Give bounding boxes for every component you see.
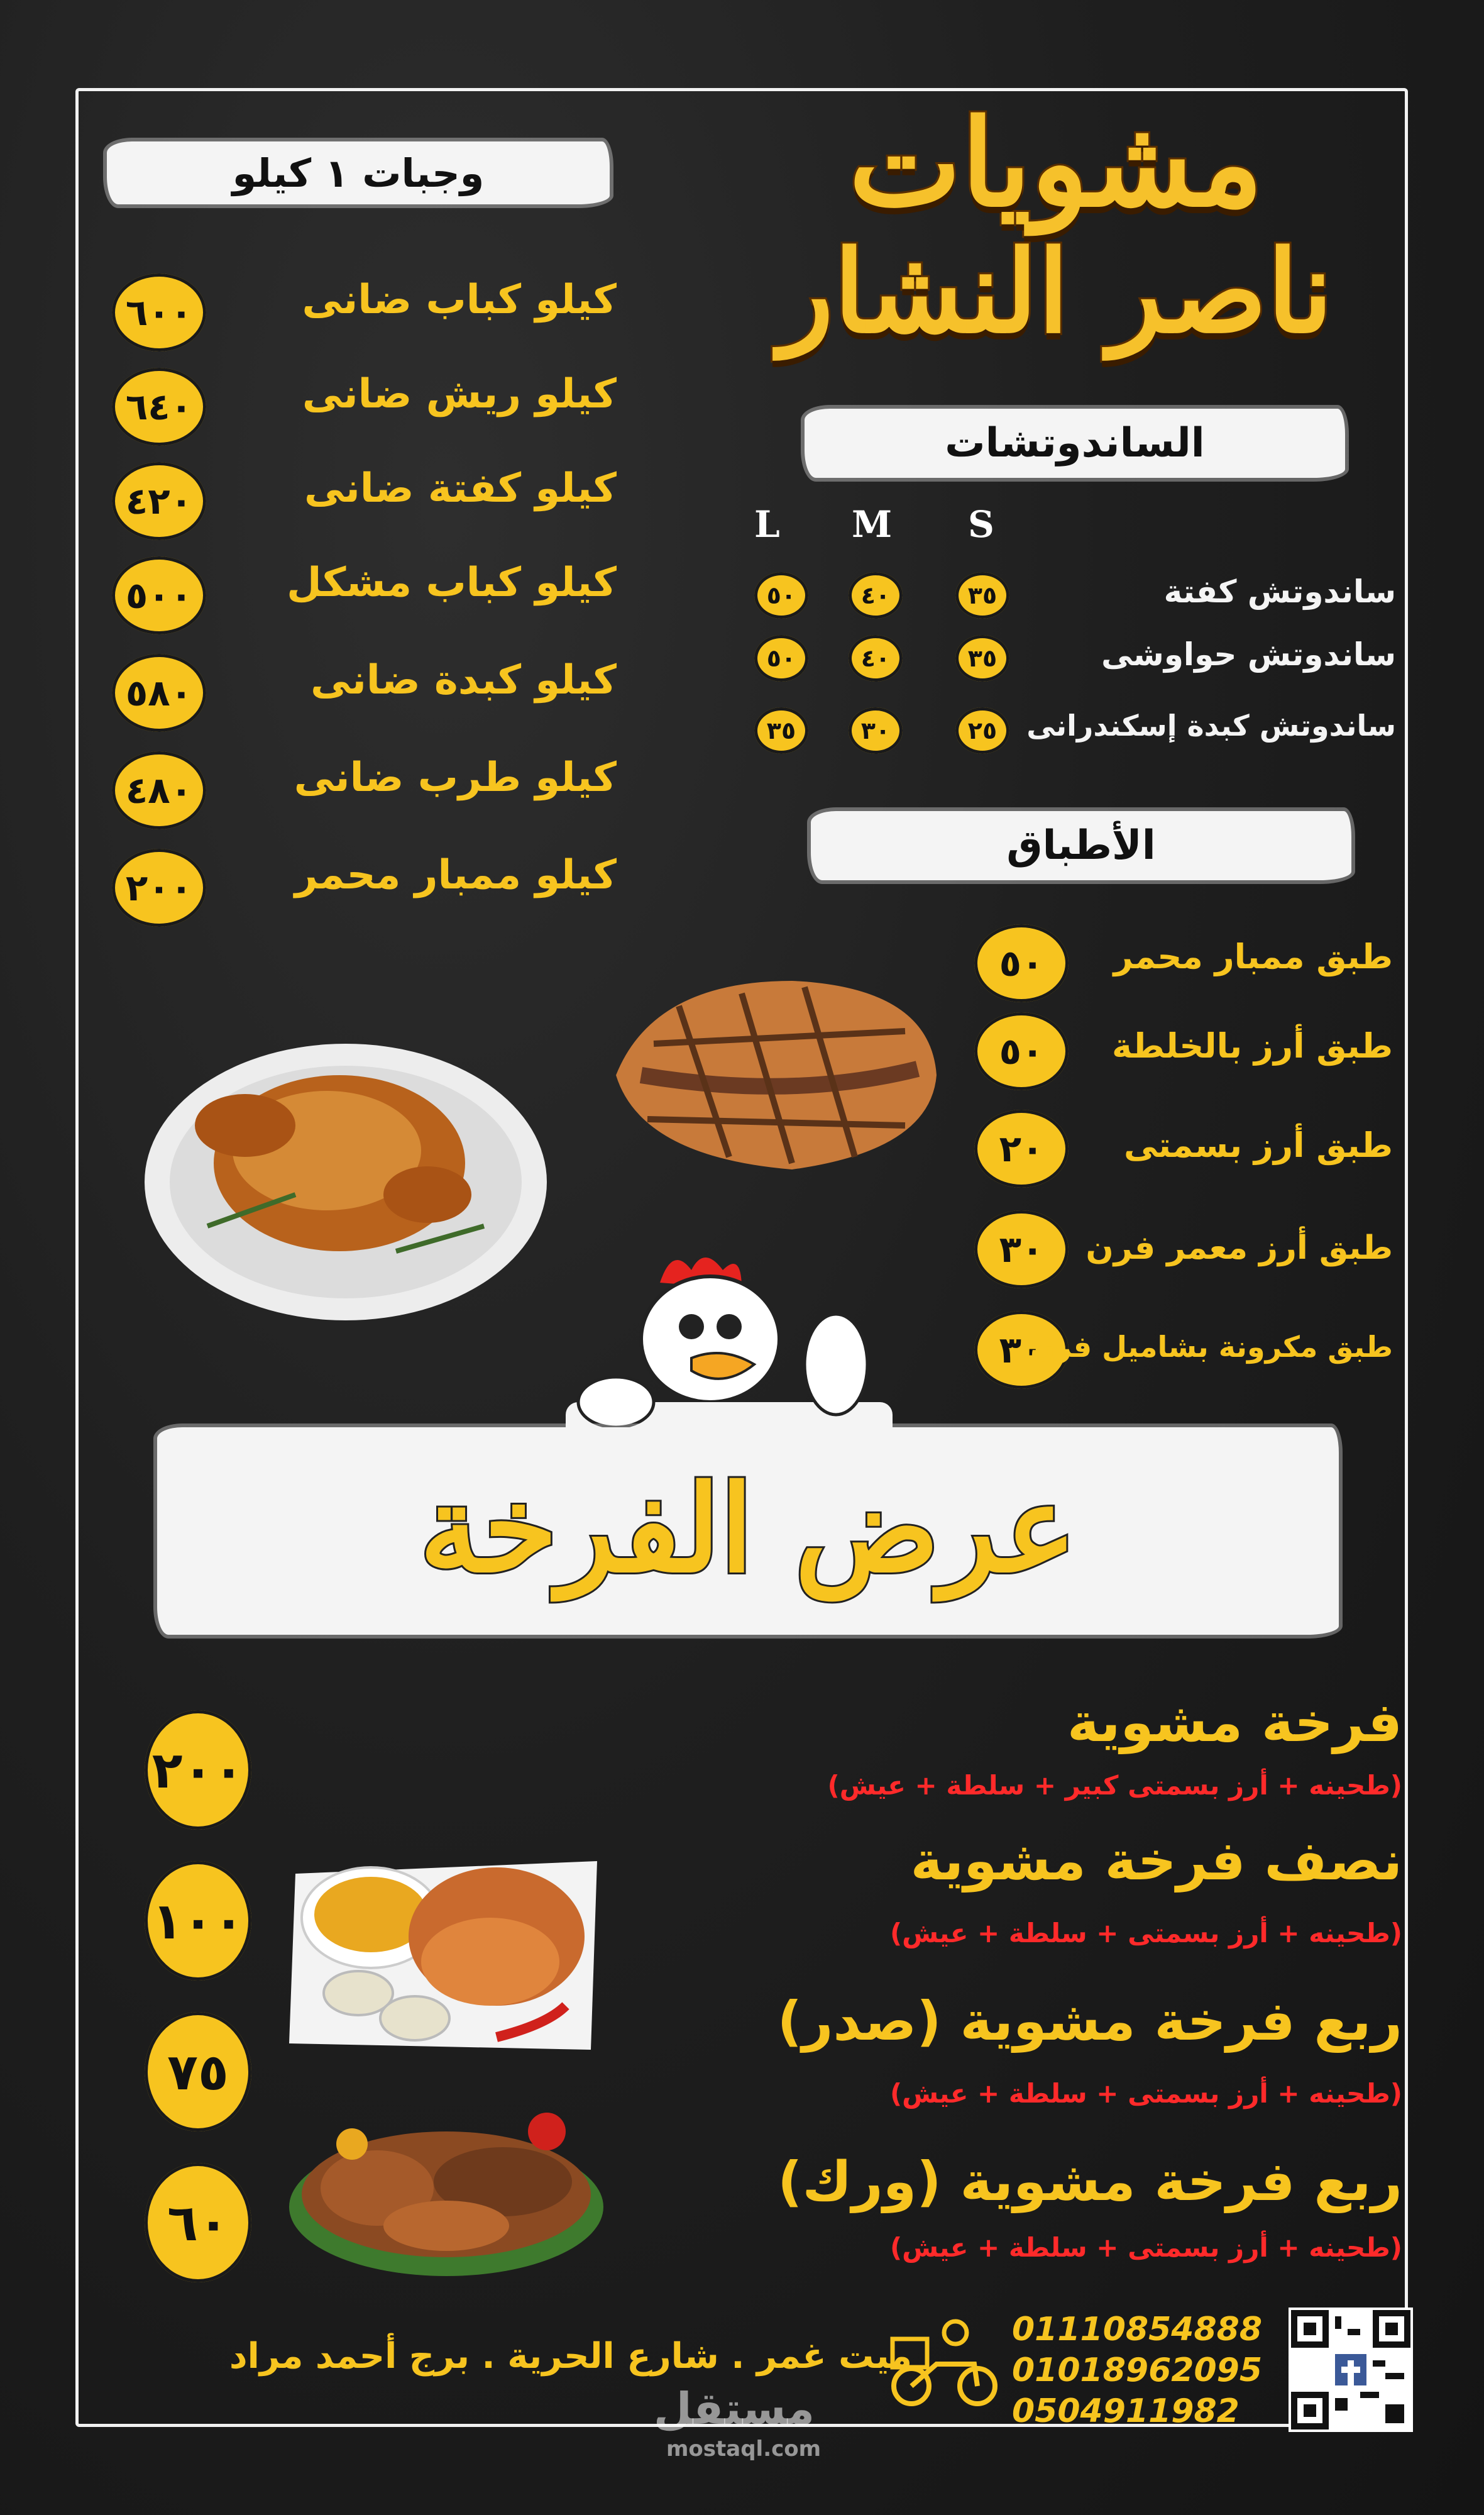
kilo-price-coin: ٢٠٠ <box>112 849 206 927</box>
sandwich-price-l: ٥٠ <box>754 635 808 682</box>
brand-title-line2: ناصر النشار <box>779 226 1333 358</box>
size-header-l: L <box>754 503 780 546</box>
sandwich-section-title: الساندوتشات <box>945 420 1205 467</box>
sandwich-section-header <box>805 409 1345 478</box>
kilo-price-coin: ٦٤٠ <box>112 368 206 446</box>
offer-item-details: (طحينه + أرز بسمتى + سلطة + عيش) <box>889 1918 1402 1948</box>
plate-item-name: طبق أرز بسمتى <box>1124 1125 1393 1165</box>
mixed-grill-image <box>283 2087 610 2289</box>
kilo-item-name: كيلو كباب مشكل <box>287 560 617 606</box>
offer-price-coin: ٧٥ <box>145 2012 251 2131</box>
kilo-item-name: كيلو ممبار محمر <box>294 852 617 898</box>
offer-item-details: (طحينه + أرز بسمتى كبير + سلطة + عيش) <box>827 1770 1402 1801</box>
watermark-url: mostaql.com <box>666 2436 822 2462</box>
kilo-item-name: كيلو كباب ضانى <box>302 277 617 323</box>
sandwich-price-m: ٤٠ <box>849 635 903 682</box>
phone-number[interactable]: 01110854888 <box>1012 2311 1262 2348</box>
offer-item-details: (طحينه + أرز بسمتى + سلطة + عيش) <box>889 2232 1402 2263</box>
sandwich-item-name: ساندوتش كبدة إسكندرانى <box>1026 709 1396 743</box>
grilled-chicken-plate-image <box>283 1836 610 2062</box>
sandwich-price-m: ٤٠ <box>849 572 903 619</box>
phone-number[interactable]: 01018962095 <box>1012 2352 1262 2389</box>
sandwich-item-name: ساندوتش كفتة <box>1163 573 1396 610</box>
sandwich-price-m: ٣٠ <box>849 707 903 754</box>
sandwich-price-s: ٣٥ <box>955 572 1009 619</box>
offer-item-name: ربع فرخة مشوية (صدر) <box>777 1990 1402 2053</box>
sandwich-price-l: ٥٠ <box>754 572 808 619</box>
offer-item-name: ربع فرخة مشوية (ورك) <box>778 2150 1402 2213</box>
offer-banner <box>157 1427 1339 1635</box>
offer-title: عرض الفرخة <box>419 1459 1077 1599</box>
kilo-section-title: وجبات ١ كيلو <box>232 150 485 196</box>
rooster-mascot-icon <box>566 1245 893 1452</box>
kilo-price-coin: ٥٨٠ <box>112 654 206 732</box>
size-header-m: M <box>852 503 893 546</box>
plate-item-name: طبق أرز بالخلطة <box>1111 1026 1393 1066</box>
offer-item-details: (طحينه + أرز بسمتى + سلطة + عيش) <box>889 2078 1402 2109</box>
watermark-logo: مستقل <box>654 2383 815 2435</box>
kilo-price-coin: ٤٢٠ <box>112 462 206 540</box>
plate-price-coin: ٥٠ <box>974 924 1069 1002</box>
offer-price-coin: ٢٠٠ <box>145 1710 251 1830</box>
plate-price-coin: ٣٠ <box>974 1210 1069 1288</box>
sandwich-price-s: ٢٥ <box>955 707 1009 754</box>
restaurant-address: ميت غمر . شارع الحرية . برج أحمد مراد <box>229 2336 912 2377</box>
plate-price-coin: ٥٠ <box>974 1012 1069 1090</box>
plate-item-name: طبق ممبار محمر <box>1113 937 1393 976</box>
kilo-section-header <box>107 141 610 204</box>
kilo-item-name: كيلو طرب ضانى <box>294 754 617 801</box>
delivery-scooter-icon <box>880 2314 1006 2408</box>
kilo-item-name: كيلو ريش ضانى <box>302 371 617 417</box>
plates-section-title: الأطباق <box>1006 822 1156 869</box>
plate-item-name: طبق أرز معمر فرن <box>1086 1229 1393 1267</box>
plate-item-name: طبق مكرونة بشاميل فرن <box>1030 1330 1393 1364</box>
size-header-s: S <box>968 503 994 546</box>
qr-code-icon[interactable] <box>1289 2308 1413 2432</box>
plates-section-header <box>811 811 1351 880</box>
plate-price-coin: ٣٠ <box>974 1311 1069 1389</box>
roast-chicken-image <box>132 1006 572 1333</box>
kilo-price-coin: ٤٨٠ <box>112 751 206 829</box>
offer-price-coin: ١٠٠ <box>145 1861 251 1981</box>
hawawshi-image <box>603 968 955 1182</box>
brand-title-line1: مشويات <box>849 93 1263 233</box>
phone-number[interactable]: 0504911982 <box>1012 2392 1239 2430</box>
offer-item-name: نصف فرخة مشوية <box>910 1830 1402 1893</box>
offer-item-name: فرخة مشوية <box>1067 1691 1402 1754</box>
kilo-price-coin: ٦٠٠ <box>112 274 206 351</box>
sandwich-price-l: ٣٥ <box>754 707 808 754</box>
kilo-item-name: كيلو كفتة ضانى <box>304 465 617 512</box>
offer-price-coin: ٦٠ <box>145 2163 251 2282</box>
kilo-price-coin: ٥٠٠ <box>112 556 206 634</box>
plate-price-coin: ٢٠ <box>974 1110 1069 1188</box>
sandwich-item-name: ساندوتش حواوشى <box>1101 636 1396 673</box>
sandwich-price-s: ٣٥ <box>955 635 1009 682</box>
kilo-item-name: كيلو كبدة ضانى <box>311 657 617 704</box>
